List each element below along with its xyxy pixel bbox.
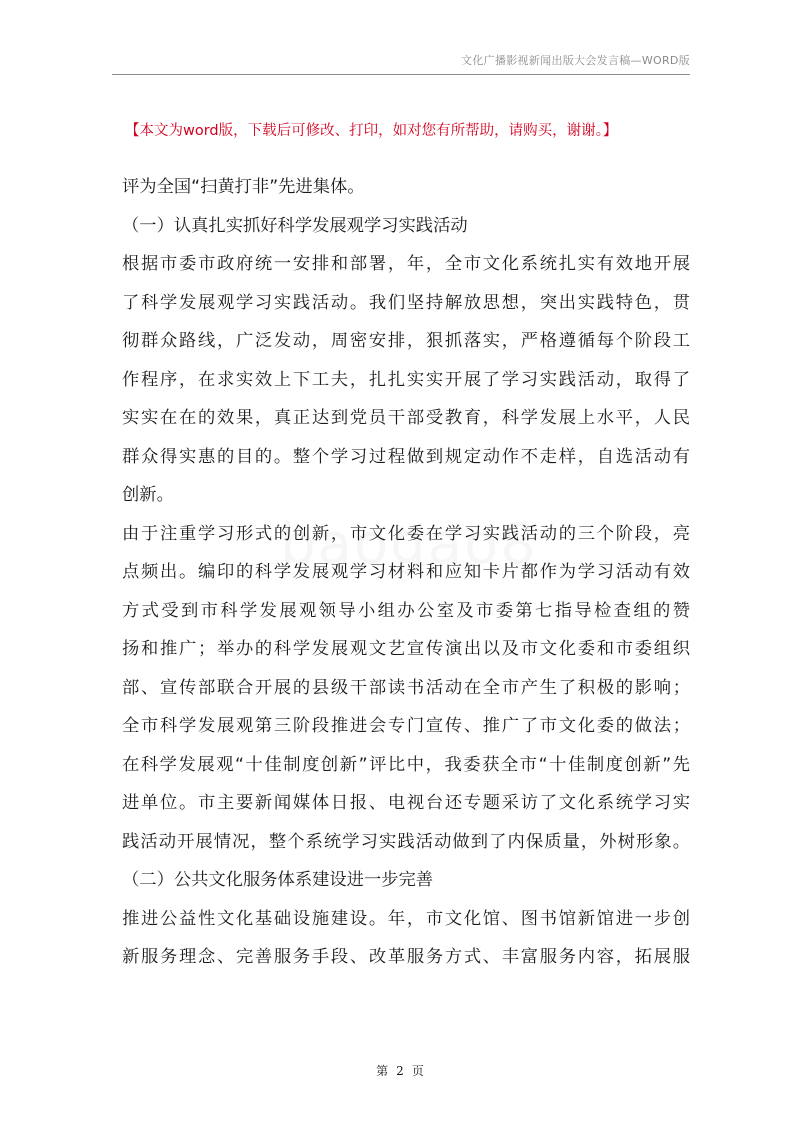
document-body bbox=[122, 168, 690, 977]
page-prefix: 第 bbox=[376, 1064, 389, 1078]
body-line: 群众得实惠的目的。整个学习过程做到规定动作不走样，自选活动有 bbox=[122, 446, 690, 467]
body-line: 创新。 bbox=[122, 485, 174, 505]
body-line: 部、宣传部联合开展的县级干部读书活动在全市产生了积极的影响； bbox=[122, 677, 690, 698]
body-line: 在科学发展观“十佳制度创新”评比中，我委获全市“十佳制度创新”先 bbox=[122, 754, 690, 775]
section-heading-1: （一）认真扎实抓好科学发展观学习实践活动 bbox=[122, 215, 468, 236]
body-line: 点频出。编印的科学发展观学习材料和应知卡片都作为学习活动有效 bbox=[122, 562, 690, 582]
body-line: 进单位。市主要新闻媒体日报、电视台还专题采访了文化系统学习实 bbox=[122, 793, 690, 813]
body-line: 扬和推广；举办的科学发展观文艺宣传演出以及市文化委和市委组织 bbox=[122, 639, 690, 659]
body-line: 评为全国“扫黄打非”先进集体。 bbox=[122, 177, 365, 197]
body-line: 由于注重学习形式的创新，市文化委在学习实践活动的三个阶段，亮 bbox=[122, 523, 690, 544]
running-header: 文化广播影视新闻出版大会发言稿—WORD版 bbox=[461, 54, 690, 67]
body-line: 根据市委市政府统一安排和部署，年，全市文化系统扎实有效地开展 bbox=[122, 254, 690, 274]
header-divider bbox=[112, 74, 690, 75]
page-footer bbox=[0, 1062, 800, 1079]
body-line: 践活动开展情况，整个系统学习实践活动做到了内保质量，外树形象。 bbox=[122, 831, 690, 852]
body-line: 推进公益性文化基础设施建设。年，市文化馆、图书馆新馆进一步创 bbox=[122, 908, 690, 929]
body-line: 彻群众路线，广泛发动，周密安排，狠抓落实，严格遵循每个阶段工 bbox=[122, 331, 690, 351]
body-line: 新服务理念、完善服务手段、改革服务方式、丰富服务内容，拓展服 bbox=[122, 947, 690, 967]
download-notice: 【本文为word版，下载后可修改、打印，如对您有所帮助，请购买，谢谢。】 bbox=[125, 123, 618, 139]
section-heading-2: （二）公共文化服务体系建设进一步完善 bbox=[122, 870, 434, 890]
body-line: 全市科学发展观第三阶段推进会专门宣传、推广了市文化委的做法； bbox=[122, 716, 690, 736]
body-line: 方式受到市科学发展观领导小组办公室及市委第七指导检查组的赞 bbox=[122, 600, 690, 621]
page-number: 2 bbox=[396, 1064, 404, 1078]
page-suffix: 页 bbox=[411, 1064, 424, 1078]
body-line: 作程序，在求实效上下工夫，扎扎实实开展了学习实践活动，取得了 bbox=[122, 369, 690, 390]
body-line: 实实在在的效果，真正达到党员干部受教育，科学发展上水平，人民 bbox=[122, 408, 690, 428]
body-line: 了科学发展观学习实践活动。我们坚持解放思想，突出实践特色，贯 bbox=[122, 292, 690, 313]
